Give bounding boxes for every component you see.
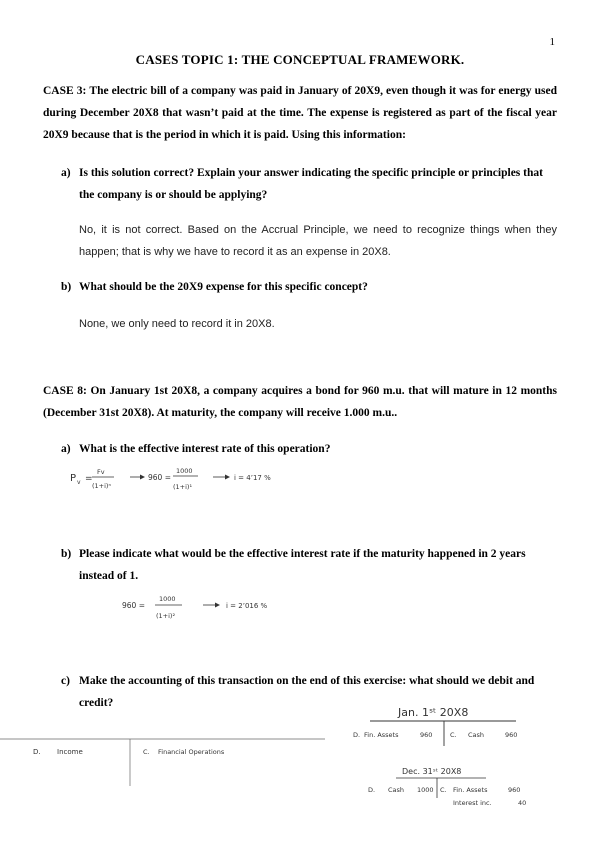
case3-qb-text: What should be the 20X9 expense for this specific concept? <box>79 281 368 293</box>
case8-qc-label: c) <box>61 675 70 687</box>
t3-credit2-amt: 40 <box>518 799 527 807</box>
t2-debit-label: D. <box>353 731 361 739</box>
case3-qa-text: Is this solution correct? Explain your answer indicating the specific principle or principles that the company is or should be applying? <box>79 167 543 201</box>
case8-text: On January 1st 20X8, a company acquires a bond for 960 m.u. that will mature in 12 months (December 31st 20X8). At maturity, the company will receive 1.000 m.u.. <box>43 385 558 419</box>
t3-debit-amt: 1000 <box>417 786 434 794</box>
f1-pv-sub: v <box>77 479 81 486</box>
t2-credit-amt: 960 <box>505 731 518 739</box>
t3-credit2: Interest inc. <box>453 799 492 807</box>
handwritten-formula-1 <box>70 462 310 500</box>
case3-answer-a: No, it is not correct. Based on the Accrual Principle, we need to recognize things when they happen; that is why we have to record it as an expense in 20X8. <box>79 224 557 258</box>
f2-result: i = 2’016 % <box>226 602 268 610</box>
case8-qa-text: What is the effective interest rate of this operation? <box>79 443 331 455</box>
case3-label: CASE 3: <box>43 85 87 97</box>
f2-den: (1+i)² <box>156 612 176 620</box>
page-title: CASES TOPIC 1: THE CONCEPTUAL FRAMEWORK. <box>135 52 465 67</box>
case3-statement <box>43 80 557 146</box>
t-account-jan <box>350 700 530 748</box>
t3-credit-label: C. <box>440 786 447 794</box>
svg-text:=: = <box>85 474 93 484</box>
f2-num: 1000 <box>159 595 176 603</box>
t1-credit: Financial Operations <box>158 748 225 756</box>
case3-text: The electric bill of a company was paid in January of 20X9, even though it was for energy used during December 20X8 that wasn’t paid at the time. The expense is registered as part of the fiscal year 20X9 because that is the period in which it is paid. Using this information: <box>43 85 557 141</box>
t2-debit: Fin. Assets <box>364 731 399 739</box>
t3-debit-label: D. <box>368 786 376 794</box>
case3-qa-label: a) <box>61 167 71 179</box>
f1-num2: 1000 <box>176 467 193 475</box>
f1-den2: (1+i)¹ <box>173 483 193 491</box>
t2-credit-label: C. <box>450 731 457 739</box>
t1-credit-label: C. <box>143 748 150 756</box>
case8-qc-text: Make the accounting of this transaction on the end of this exercise: what should we debit and credit? <box>79 675 535 709</box>
handwritten-formula-2 <box>122 590 302 624</box>
case8-question-b <box>61 543 557 587</box>
case3-question-a <box>61 162 557 206</box>
f1-result: i = 4’17 % <box>234 474 271 482</box>
case8-question-a <box>61 438 557 460</box>
f1-pv: P <box>70 473 77 484</box>
f1-960: 960 = <box>148 473 171 482</box>
case3-answer-b: None, we only need to record it in 20X8. <box>79 318 275 330</box>
f2-960: 960 = <box>122 601 145 610</box>
t3-credit1: Fin. Assets <box>453 786 488 794</box>
page-number: 1 <box>549 36 555 48</box>
t3-credit1-amt: 960 <box>508 786 521 794</box>
t2-header: Jan. 1ˢᵗ 20X8 <box>398 706 469 719</box>
case3-question-b <box>61 276 557 298</box>
t2-debit-amt: 960 <box>420 731 433 739</box>
case8-qa-label: a) <box>61 443 71 455</box>
t1-debit-label: D. <box>33 748 41 756</box>
t3-debit: Cash <box>388 786 405 794</box>
t1-debit: Income <box>57 748 83 756</box>
case8-qb-text: Please indicate what would be the effective interest rate if the maturity happened in 2 years instead of 1. <box>79 548 526 582</box>
case8-label: CASE 8: <box>43 385 87 397</box>
t-account-income <box>0 738 330 790</box>
case3-qb-label: b) <box>61 281 72 293</box>
f1-num: Fv <box>97 468 105 476</box>
t-account-dec <box>360 760 540 812</box>
f1-den: (1+i)ⁿ <box>92 482 112 490</box>
case8-statement <box>43 380 557 424</box>
t3-header: Dec. 31ˢᵗ 20X8 <box>402 767 462 776</box>
t2-credit: Cash <box>468 731 485 739</box>
case8-qb-label: b) <box>61 548 72 560</box>
